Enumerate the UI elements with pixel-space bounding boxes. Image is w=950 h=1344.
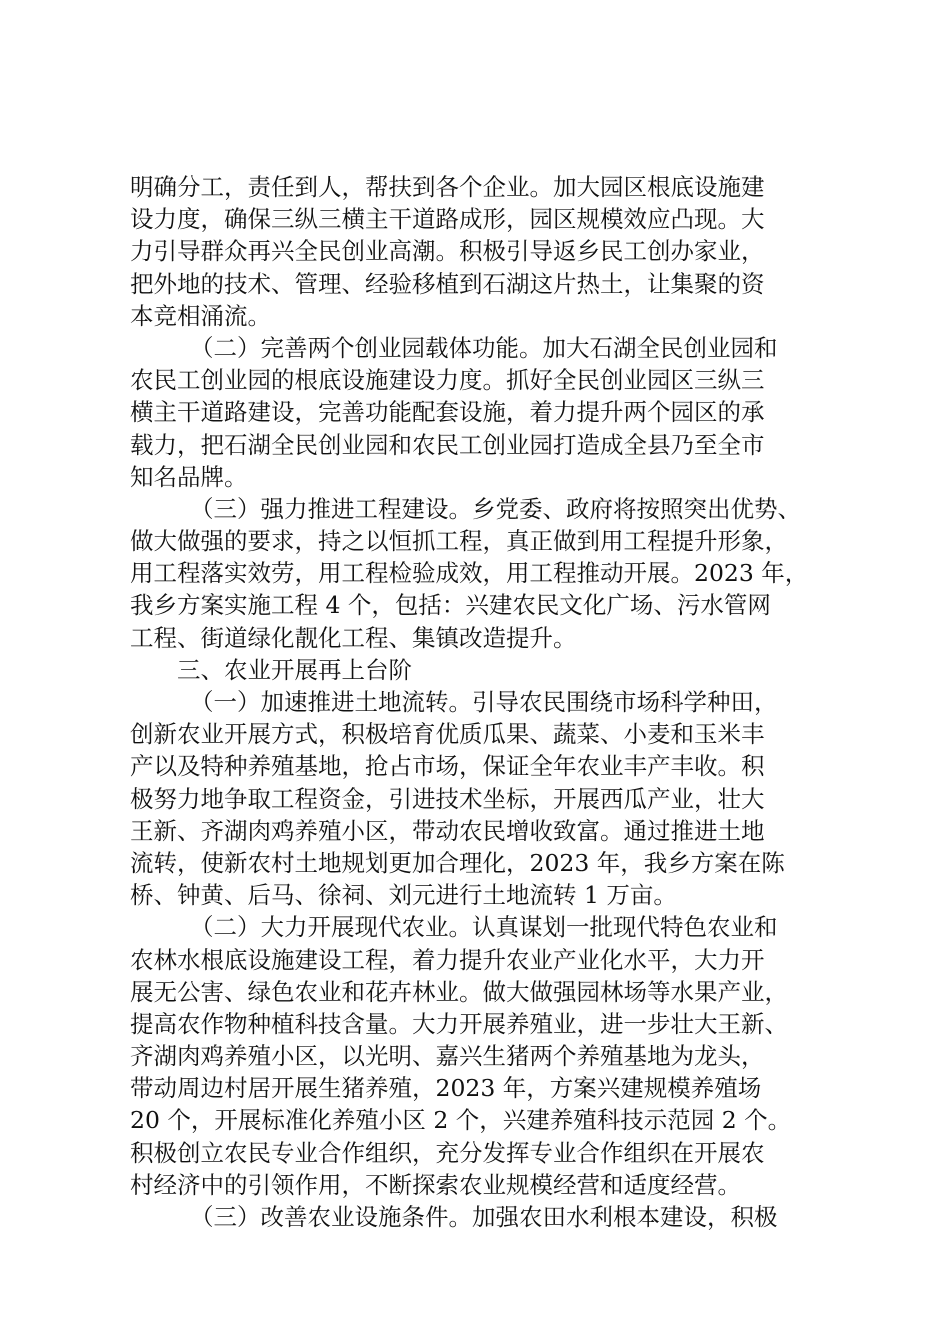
text-line: 提高农作物种植科技含量。大力开展养殖业，进一步壮大王新、 <box>130 1009 788 1038</box>
text-line: 展无公害、绿色农业和花卉林业。做大做强园林场等水果产业， <box>130 977 788 1006</box>
text-line: 用工程落实效劳，用工程检验成效，用工程推动开展。2023 年， <box>130 559 809 588</box>
text-line: 桥、钟黄、后马、徐祠、刘元进行土地流转 1 万亩。 <box>130 881 677 910</box>
text-line: 力引导群众再兴全民创业高潮。积极引导返乡民工创办家业， <box>130 237 765 266</box>
document-body <box>130 171 830 1233</box>
text-line: 本竞相涌流。 <box>130 301 271 330</box>
text-line: 工程、街道绿化靓化工程、集镇改造提升。 <box>130 623 577 652</box>
text-line: 齐湖肉鸡养殖小区，以光明、嘉兴生猪两个养殖基地为龙头， <box>130 1042 765 1071</box>
paragraph-start-line: （二）大力开展现代农业。认真谋划一批现代特色农业和 <box>190 913 778 942</box>
text-line: 极努力地争取工程资金，引进技术坐标，开展西瓜产业，壮大 <box>130 784 765 813</box>
text-line: 创新农业开展方式，积极培育优质瓜果、蔬菜、小麦和玉米丰 <box>130 720 765 749</box>
text-line: 农林水根底设施建设工程，着力提升农业产业化水平，大力开 <box>130 945 765 974</box>
paragraph-start-line: （一）加速推进土地流转。引导农民围绕市场科学种田， <box>190 688 778 716</box>
text-line: 王新、齐湖肉鸡养殖小区，带动农民增收致富。通过推进土地 <box>130 816 765 845</box>
paragraph-start-line: （三）强力推进工程建设。乡党委、政府将按照突出优势、 <box>190 494 801 523</box>
text-line: 横主干道路建设，完善功能配套设施，着力提升两个园区的承 <box>130 398 765 427</box>
text-line: 积极创立农民专业合作组织，充分发挥专业合作组织在开展农 <box>130 1138 765 1167</box>
text-line: 把外地的技术、管理、经验移植到石湖这片热土，让集聚的资 <box>130 269 765 298</box>
text-line: 流转，使新农村土地规划更加合理化，2023 年，我乡方案在陈 <box>130 848 785 877</box>
text-line: 知名品牌。 <box>130 462 248 491</box>
section-heading: 三、农业开展再上台阶 <box>177 655 412 684</box>
paragraph-start-line: （二）完善两个创业园载体功能。加大石湖全民创业园和 <box>190 333 778 362</box>
text-line: 明确分工，责任到人，帮扶到各个企业。加大园区根底设施建 <box>130 173 765 201</box>
text-line: 产以及特种养殖基地，抢占市场，保证全年农业丰产丰收。积 <box>130 752 765 781</box>
text-line: 设力度，确保三纵三横主干道路成形，园区规模效应凸现。大 <box>130 205 765 234</box>
text-line: 村经济中的引领作用，不断探索农业规模经营和适度经营。 <box>130 1170 741 1199</box>
text-line: 农民工创业园的根底设施建设力度。抓好全民创业园区三纵三 <box>130 366 765 395</box>
text-line: 带动周边村居开展生猪养殖，2023 年，方案兴建规模养殖场 <box>130 1074 762 1103</box>
text-line: 载力，把石湖全民创业园和农民工创业园打造成全县乃至全市 <box>130 430 765 459</box>
text-line: 做大做强的要求，持之以恒抓工程，真正做到用工程提升形象， <box>130 527 788 556</box>
text-line: 我乡方案实施工程 4 个，包括：兴建农民文化广场、污水管网 <box>130 591 771 620</box>
text-line: 20 个，开展标准化养殖小区 2 个，兴建养殖科技示范园 2 个。 <box>130 1106 792 1135</box>
paragraph-start-line: （三）改善农业设施条件。加强农田水利根本建设，积极 <box>190 1203 778 1231</box>
